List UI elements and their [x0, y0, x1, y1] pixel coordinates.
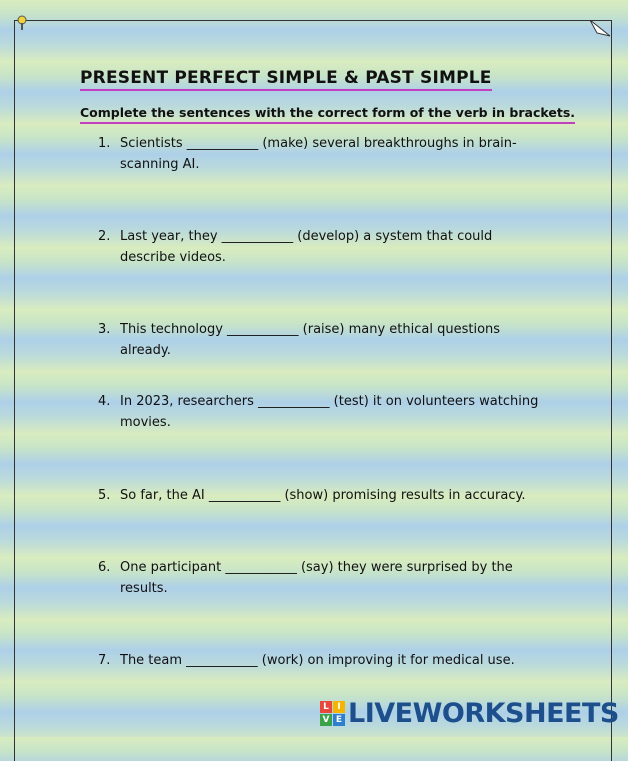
question-number: 7. [98, 653, 111, 668]
question-text: In 2023, researchers ___________ (test) it on volunteers watching movies. [120, 394, 539, 430]
question-number: 4. [98, 394, 111, 409]
logo-letter-e: E [333, 714, 345, 726]
question-number: 3. [98, 322, 111, 337]
pushpin-icon [15, 15, 29, 31]
question-text: Last year, they ___________ (develop) a system that could describe videos. [120, 229, 493, 265]
liveworksheets-logo[interactable] [320, 697, 619, 729]
question-item [98, 226, 548, 268]
question-text: The team ___________ (work) on improving it for medical use. [120, 653, 515, 668]
logo-text: LIVEWORKSHEETS [348, 697, 619, 729]
question-number: 1. [98, 136, 111, 151]
question-item [98, 650, 548, 671]
page-title: PRESENT PERFECT SIMPLE & PAST SIMPLE [80, 68, 492, 91]
question-item [98, 319, 548, 361]
logo-letter-i: I [333, 701, 345, 713]
logo-letter-l: L [320, 701, 332, 713]
question-text: Scientists ___________ (make) several breakthroughs in brain-scanning AI. [120, 136, 517, 172]
logo-mark-icon [320, 701, 345, 726]
question-item [98, 557, 548, 599]
question-item [98, 485, 548, 506]
question-item [98, 391, 548, 433]
question-number: 2. [98, 229, 111, 244]
question-text: This technology ___________ (raise) many ethical questions already. [120, 322, 501, 358]
question-text: One participant ___________ (say) they were surprised by the results. [120, 560, 513, 596]
page-corner-fold [589, 20, 611, 38]
question-number: 6. [98, 560, 111, 575]
question-number: 5. [98, 488, 111, 503]
instruction-text: Complete the sentences with the correct form of the verb in brackets. [80, 105, 575, 124]
logo-letter-v: V [320, 714, 332, 726]
question-item [98, 133, 548, 175]
question-text: So far, the AI ___________ (show) promising results in accuracy. [120, 488, 526, 503]
